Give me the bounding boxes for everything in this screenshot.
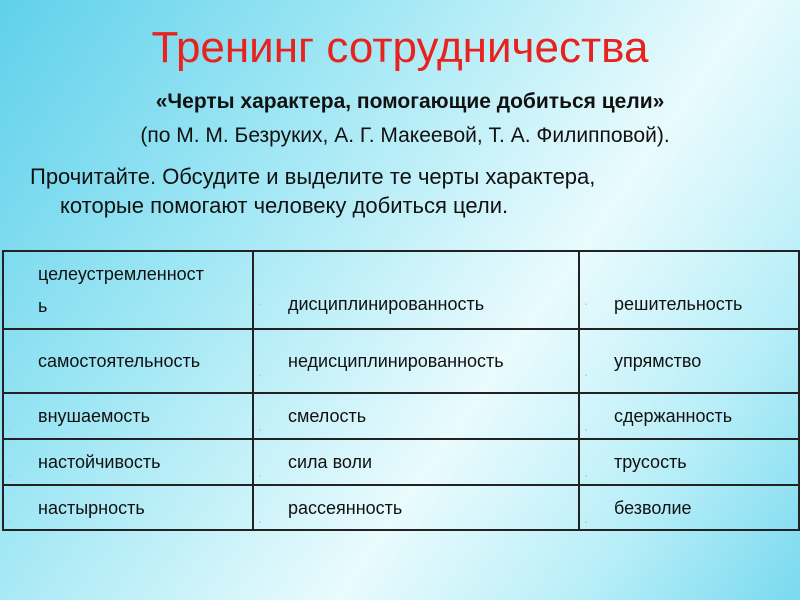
cell-text: безволие: [614, 497, 692, 518]
cell-text: упрямство: [614, 351, 702, 371]
table-cell: [579, 393, 799, 439]
table-cell: [3, 485, 253, 530]
table-cell: [579, 439, 799, 485]
cell-text: самостоятельность: [38, 351, 201, 371]
table-row: [3, 485, 799, 530]
subtitle: «Черты характера, помогающие добиться цели»: [155, 90, 665, 113]
instruction-line-1: Прочитайте. Обсудите и выделите те черты характера,: [30, 164, 596, 189]
traits-table: [2, 250, 800, 531]
table-cell: [253, 439, 579, 485]
cell-text: сдержанность: [614, 406, 733, 426]
cell-text: настойчивость: [38, 452, 161, 472]
table-row: [3, 439, 799, 485]
cell-text: смелость: [288, 406, 367, 426]
authors-line: (по М. М. Безруких, А. Г. Макеевой, Т. А. Филипповой).: [140, 124, 670, 147]
cell-text: недисциплинированность: [288, 351, 504, 371]
page-title: Тренинг сотрудничества: [151, 23, 649, 72]
table-cell: [3, 393, 253, 439]
instruction-line-2: которые помогают человеку добиться цели.: [60, 193, 509, 218]
table-cell: [253, 329, 579, 393]
table-cell: [579, 329, 799, 393]
table-cell: [3, 251, 253, 329]
table-cell: [579, 251, 799, 329]
cell-text-line-2: ь: [38, 296, 48, 316]
instruction-text: [30, 162, 770, 220]
table-cell: [253, 251, 579, 329]
table-cell: [253, 485, 579, 530]
cell-text: решительность: [614, 294, 743, 314]
cell-text: рассеянность: [288, 497, 403, 518]
cell-text-line-1: . целеустремленност: [38, 264, 204, 284]
table-cell: [3, 329, 253, 393]
table-cell: [579, 485, 799, 530]
table-row: [3, 329, 799, 393]
cell-text: трусость: [614, 452, 687, 472]
table-row: [3, 251, 799, 329]
cell-text: дисциплинированность: [288, 294, 485, 314]
table-cell: [253, 393, 579, 439]
table-row: [3, 393, 799, 439]
cell-text: настырность: [38, 497, 145, 518]
table-cell: [3, 439, 253, 485]
cell-text: сила воли: [288, 452, 373, 472]
cell-text: внушаемость: [38, 406, 150, 426]
